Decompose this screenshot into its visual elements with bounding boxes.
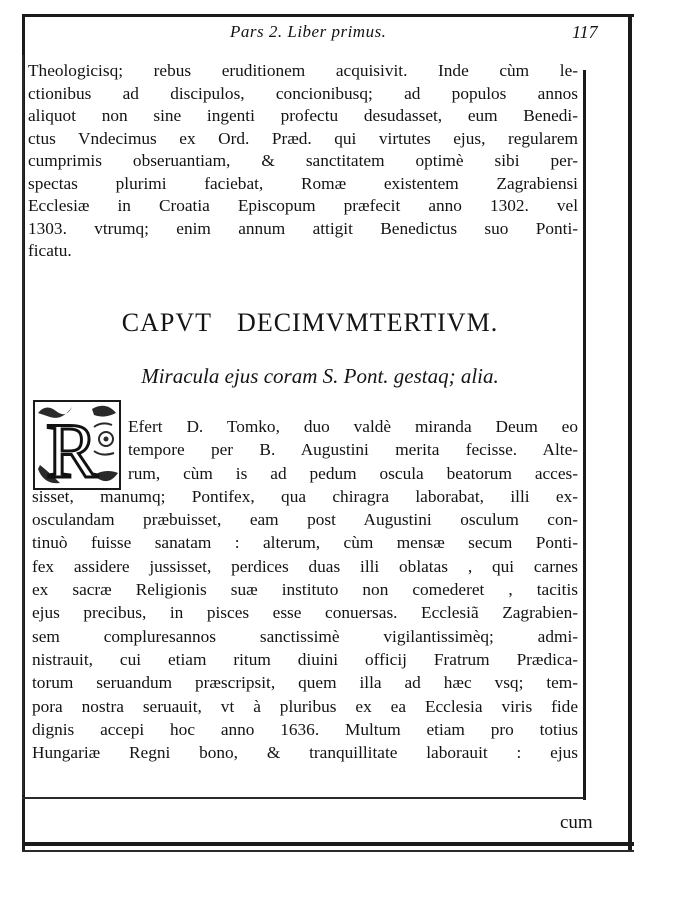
text-line: Ecclesiæ in Croatia Episcopum præfecit anno 1302. vel xyxy=(28,196,578,215)
frame-rule-right xyxy=(628,14,632,852)
running-head: Pars 2. Liber primus. xyxy=(230,22,387,41)
text-line: Efert D. Tomko, duo valdè miranda Deum eo xyxy=(128,417,578,436)
frame-rule-top xyxy=(22,14,634,17)
paragraph-continued xyxy=(28,60,578,263)
text-line: nistrauit, cui etiam ritum diuini officij Fratrum Prædica- xyxy=(32,649,578,669)
text-line: tempore per B. Augustini merita fecisse. Alte- xyxy=(128,440,578,460)
catchword: cum xyxy=(560,812,593,833)
frame-rule-bottom xyxy=(22,842,634,846)
text-line: osculandam præbuisset, eam post Augustini osculum con- xyxy=(32,510,578,530)
text-column-rule-right xyxy=(583,70,586,800)
text-column-rule-left xyxy=(22,55,24,795)
text-line: fex assidere jussisset, perdices duas illi oblatas , qui carnes xyxy=(32,556,578,576)
text-line: pora nostra seruauit, vt à pluribus ex ea Ecclesia viris fide xyxy=(32,696,578,716)
text-line: ejus precibus, in pisces esse conuersas. Ecclesiã Zagrabien- xyxy=(32,603,578,623)
text-line: ex sacræ Religionis suæ instituto non comederet , tacitis xyxy=(32,580,578,600)
page-number: 117 xyxy=(572,22,598,42)
text-line: sem compluresannos sanctissimè vigilantissimèq; admi- xyxy=(32,626,578,646)
text-line: rum, cùm is ad pedum oscula beatorum acces- xyxy=(128,463,578,483)
text-line: aliquot non sine ingenti profectu desudasset, eum Benedi- xyxy=(28,106,578,125)
text-line: ctionibus ad discipulos, concionibusq; ad populos annos xyxy=(28,83,578,103)
text-line: cumprimis obseruantiam, & sanctitatem optimè sibi per- xyxy=(28,151,578,170)
chapter-title: CAPVT DECIMVMTERTIVM. xyxy=(121,308,499,337)
text-line: ctus Vndecimus ex Ord. Præd. qui virtutes ejus, regularem xyxy=(28,128,578,148)
text-column-rule-bottom xyxy=(22,797,584,799)
chapter-subtitle: Miracula ejus coram S. Pont. gestaq; alia. xyxy=(141,364,499,388)
text-line: sisset, manumq; Pontifex, qua chiragra laborabat, illi ex- xyxy=(32,486,578,506)
initial-letter: R xyxy=(46,407,99,491)
text-line: tinuò fuisse sanatam : alterum, cùm mensæ secum Ponti- xyxy=(32,533,578,553)
text-line: ficatu. xyxy=(28,241,72,260)
text-line: dignis accepi hoc anno 1636. Multum etiam pro totius xyxy=(32,719,578,739)
text-line: spectas plurimi faciebat, Romæ existentem Zagrabiensi xyxy=(28,173,578,193)
text-line: Theologicisq; rebus eruditionem acquisivit. Inde cùm le- xyxy=(28,61,578,80)
text-line: 1303. vtrumq; enim annum attigit Benedictus suo Ponti- xyxy=(28,218,578,238)
text-line: torum seruandum præscripsit, quem illa ad hæc vsq; tem- xyxy=(32,673,578,693)
frame-rule-bottom-double xyxy=(22,850,634,852)
text-line: Hungariæ Regni bono, & tranquillitate laborauit : ejus xyxy=(32,743,578,763)
chapter-body-paragraph xyxy=(32,415,578,764)
